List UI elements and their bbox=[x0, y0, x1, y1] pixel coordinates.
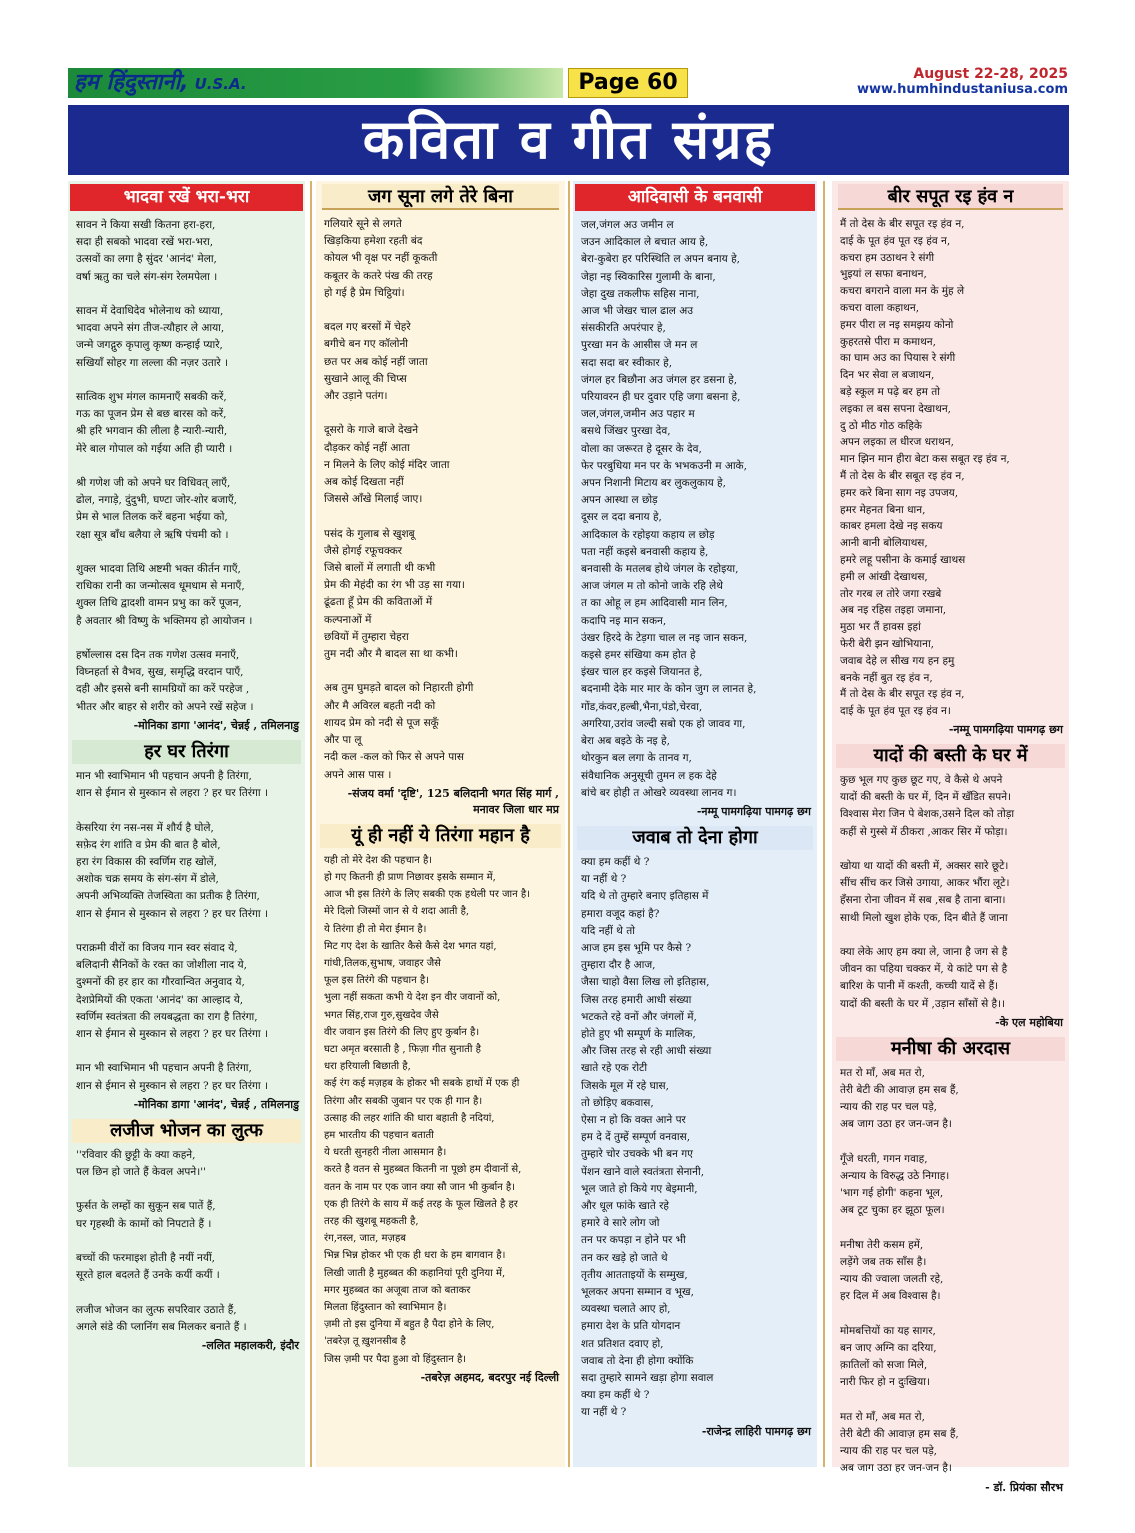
poem-author: -राजेन्द्र लाहिरी पामगढ़ छग bbox=[701, 1424, 811, 1438]
brand-strip bbox=[68, 68, 563, 98]
website-link[interactable]: www.humhindustaniusa.com bbox=[856, 82, 1068, 97]
poem-text: मान भी स्वाभिमान भी पहचान अपनी है तिरंगा, शान से ईमान से मुस्कान से लहरा ? हर घर तिरंगा । केसरिया रंग नस-नस में शौर्य है घोले, सफ़ेद रंग शांति व प्रेम की बात है बोले, हरा रंग विकास की स्वर्णिम राह खोलें, अशोक चक्र समय के संग-संग में डोले, अपनी अभिव्यक्ति तेजस्विता का प्रतीक है तिरंगा, शान से ईमान से मुस्कान से लहरा ? हर घर तिरंगा । पराक्रमी वीरों का विजय गान स्वर संवाद ये, बलिदानी सैनिकों के रक्त का जोशीला नाद ये, दुश्मनों की हर हार का गौरवान्वित अनुवाद ये, देशप्रेमियों की एकता 'आनंद' का आल्हाद ये, स्वर्णिम स्वतंत्रता की लयबद्धता का राग है तिरंगा, शान से ईमान से मुस्कान से लहरा ? हर घर तिरंगा । मान भी स्वाभिमान भी पहचान अपनी है तिरंगा, शान से ईमान से मुस्कान से लहरा ? हर घर तिरंगा । bbox=[76, 769, 268, 1092]
column-1 bbox=[68, 181, 305, 1467]
poem-author: -नम्मू पामगढ़िया पामगढ़ छग bbox=[948, 722, 1063, 736]
poem-text: मैं तो देस के बीर सपूत रइ हंव न, दाई के पूत हंव पूत रइ हंव न, कचरा हम उठाथन रे संगी भुइयां ल सफा बनाथन, कचरा बगराने वाला मन के मुंह ले कचरा वाला कहाथन, हमर पीरा ल नइ समझय कोनो कुहरतसे पीरा म कमाथन, का घाम अउ का पियास रे संगी दिन भर सेवा ल बजाथन, बड़े स्कूल म पढ़े बर हम तो लइका ल बस सपना देखाथन, दु ठो मीठ गोठ कहिके अपन लइका ल धीरज धराथन, मान झिन मान हीरा बेटा कस सबूत रइ हंव न, मैं तो देस के बीर सबूत रइ हंव न, हमर करे बिना साग नइ उपजय, हमर मेहनत बिना धान, काबर हमला देखे नइ सकय आनी बानी बोलियाथस, हमरे लहू पसीना के कमाई खाथस हमी ल आंखी देखाथस, तोर गरब ल तोरे जगा रखबे अब नइ रहिस तइहा जमाना, मुठा भर तैं हावस इहां फेरी बेरी झन खोभियाना, जवाब देहे ल सीख गय हन हमु बनके नहीं बुत रइ हंव न, मैं तो देस के बीर सपूत रइ हंव न, दाई के पूत हंव पूत रइ हंव न। bbox=[840, 218, 1010, 718]
poem-author: -मोनिका डागा 'आनंद', चेन्नई , तमिलनाडु bbox=[133, 1097, 299, 1111]
poem-text: यही तो मेरे देश की पहचान है। हो गए कितनी ही प्राण निछावर इसके सम्मान में, आज भी इस तिरंगे के लिए सबकी एक हथेली पर जान है। मेरे दिलो जिस्मों जान से ये शदा आती है, ये तिरंगा ही तो मेरा ईमान है। मिट गए देश के खातिर कैसे कैसे देश भगत यहां, गांधी,तिलक,सुभाष, जवाहर जैसे फूल इस तिरंगे की पहचान है। भुला नहीं सकता कभी ये देश इन वीर जवानों को, भगत सिंह,राज गुरु,सुखदेव जैसे वीर जवान इस तिरंगे की लिए हुए कुर्बान है। घटा अमृत बरसाती है , फिज़ा गीत सुनाती है धरा हरियाली बिछाती है, कई रंग कई मज़हब के होकर भी सबके हाथों में एक ही तिरंगा और सबकी जुबान पर एक ही गान है। उत्साह की लहर शांति की धारा बहाती है नदियां, हम भारतीय की पहचान बताती ये धरती सुनहरी नीला आसमान है। करते है वतन से मुहब्बत कितनी ना पूछो हम दीवानों से, वतन के नाम पर एक जान क्या सौ जान भी कुर्बान है। एक ही तिरंगे के साय में कई तरह के फूल खिलते है हर तरह की खुशबू महकती है, रंग,नस्ल, जात, मज़हब भिन्न भिन्न होकर भी एक ही धरा के हम बागवान है। लिखी जाती है मुहब्बत की कहानियां पूरी दुनिया में, मगर मुहब्बत का अजूबा ताज को बताकर मिलता हिंदुस्तान को स्वाभिमान है। ज़मी तो इस दुनिया में बहुत है पैदा होने के लिए, 'तबरेज़ तू ख़ुशनसीब है जिस ज़मी पर पैदा हुआ वो हिंदुस्तान है। bbox=[324, 854, 530, 1365]
poem-author: -के एल महोबिया bbox=[995, 1015, 1063, 1029]
poem-author: -संजय वर्मा 'दृष्टि', 125 बलिदानी भगत सिंह मार्ग , मनावर जिला धार मप्र bbox=[347, 786, 559, 816]
poem-title: हर घर तिरंगा bbox=[72, 740, 301, 764]
column-2 bbox=[316, 181, 565, 1467]
poem-title: यादों की बस्ती के घर में bbox=[836, 744, 1065, 768]
poem-title: जवाब तो देना होगा bbox=[577, 826, 813, 850]
page-number: Page 60 bbox=[568, 68, 688, 98]
poem-text: कुछ भूल गए कुछ छूट गए, वे कैसे थे अपने यादों की बस्ती के घर में, दिन में खँडित सपने। विश्वास मेरा जिन पे बेशक,उसने दिल को तोड़ा कहीं से गुस्से में ठीकरा ,आकर सिर में फोड़ा। खोया था यादों की बस्ती में, अक्सर सारे छूटे। सींच सींच कर जिसे उगाया, आकर भौंरा लूटे। हँसना रोना जीवन में सब ,सब है ताना बाना। साथी मिलो खुश होके एक, दिन बीते हैं जाना क्या लेके आए हम क्या ले, जाना है जग से है जीवन का पहिया चक्कर में, ये कांटे पग से है बारिश के पानी में कश्ती, कच्ची यादें से हैं। यादों की बस्ती के घर में ,उड़ान साँसों से है।। bbox=[840, 773, 1015, 1010]
brand-name: हम हिंदुस्तानी, bbox=[74, 70, 189, 95]
poem-author: -मोनिका डागा 'आनंद', चेन्नई , तमिलनाडु bbox=[133, 718, 299, 732]
poem-text: गलियारे सूने से लगते खिड़किया हमेशा रहती बंद कोयल भी वृक्ष पर नहीं कूकती कबूतर के कतरे पंख की तरह हो गई है प्रेम चिट्ठियां। बदल गए बरसों में चेहरे बगीचे बन गए कॉलोनी छत पर अब कोई नहीं जाता सुखाने आलू की चिप्स और उड़ाने पतंग। दूसरो के गाजे बाजे देखने दौड़कर कोई नहीं आता न मिलने के लिए कोई मंदिर जाता अब कोई दिखता नहीं जिससे आँखे मिलाई जाए। पसंद के गुलाब से खुशबू जैसे होगई रफूचक्कर जिसे बालों में लगाती थी कभी प्रेम की मेहंदी का रंग भी उड़ सा गया। ढूंढता हूँ प्रेम की कविताओं में कल्पनाओं में छवियों में तुम्हारा चेहरा तुम नदी और मै बादल सा था कभी। अब तुम घुमड़ते बादल को निहारती होगी और मै अविरल बहती नदी को शायद प्रेम को नदी से पूज सकूँ और पा लू नदी कल -कल को फिर से अपने पास अपने आस पास । bbox=[324, 218, 474, 781]
dateline bbox=[857, 66, 1068, 98]
section-banner: कविता व गीत संग्रह bbox=[68, 105, 1069, 175]
poem-text: सावन ने किया सखी कितना हरा-हरा, सदा ही सबको भादवा रखें भरा-भरा, उत्सवों का लगा है सुंदर 'आनंद' मेला, वर्षा ऋतु का चले संग-संग रेलमपेला । सावन में देवाधिदेव भोलेनाथ को ध्याया, भादवा अपने संग तीज-त्यौहार ले आया, जन्मे जगद्गुरु कृपालु कृष्ण कन्हाई प्यारे, सखियाँ सोहर गा लल्ला की नज़र उतारे । सात्विक शुभ मंगल कामनाएँ सबकी करें, गऊ का पूजन प्रेम से बछ बारस को करें, श्री हरि भगवान की लीला है न्यारी-न्यारी, मेरे बाल गोपाल को गईया अति ही प्यारी । श्री गणेश जी को अपने घर विधिवत् लाएँ, ढोल, नगाड़े, दुंदुभी, घण्टा जोर-शोर बजाएँ, प्रेम से भाल तिलक करें बहना भईया को, रक्षा सूत्र बाँध बलैया ले ऋषि पंचमी को । शुक्ल भादवा तिथि अष्टमी भक्त कीर्तन गाएँ, राधिका रानी का जन्मोत्सव धूमधाम से मनाएँ, शुक्ल तिथि द्वादशी वामन प्रभु का करें पूजन, है अवतार श्री विष्णु के भक्तिमय हो आयोजन । हर्षोल्लास दस दिन तक गणेश उत्सव मनाएँ, विघ्नहर्ता से वैभव, सुख, समृद्धि वरदान पाएँ, दही और इससे बनी सामग्रियों का करें परहेज , भीतर और बाहर से शरीर को अपने रखें सहेज । bbox=[76, 219, 254, 713]
poem-author: -ललित महालकरी, इंदौर bbox=[201, 1338, 299, 1352]
poem-text: ''रविवार की छुट्टी के क्या कहने, पल छिन हो जाते हैं केवल अपने।'' फुर्सत के लम्हों का सुकून सब पातें हैं, घर गृहस्थी के कामों को निपटाते हैं । बच्चों की फरमाइश होती है नयीं नयीं, सूरते हाल बदलते हैं उनके कयीं कयीं । लजीज भोजन का लुत्फ सपरिवार उठाते हैं, अगले संडे की प्लानिंग सब मिलकर बनाते हैं । bbox=[76, 1148, 247, 1333]
column-3 bbox=[573, 181, 817, 1467]
poem-title: लजीज भोजन का लुत्फ bbox=[72, 1119, 301, 1143]
poem-title: बीर सपूत रइ हंव न bbox=[838, 184, 1063, 210]
masthead bbox=[68, 68, 1068, 98]
poem-title: भादवा रखें भरा-भरा bbox=[70, 184, 303, 211]
poem-text: क्या हम कहीं थे ? या नहीं थे ? यदि थे तो तुम्हारे बनाए इतिहास में हमारा वजूद कहां है? यदि नहीं थे तो आज हम इस भूमि पर कैसे ? तुम्हारा दौर है आज, जैसा चाहो वैसा लिख लो इतिहास, जिस तरह हमारी आधी संख्या भटकते रहे वनों और जंगलों में, होते हुए भी सम्पूर्ण के मालिक, और जिस तरह से रही आधी संख्या खाते रहे एक रोटी जिसके मूल में रहे घास, तो छोड़िए बकवास, ऐसा न हो कि वक्त आने पर हम दे दें तुम्हें सम्पूर्ण वनवास, तुम्हारे चोर उचक्के भी बन गए पेंशन खाने वाले स्वतंत्रता सेनानी, भूल जाते हो किये गए बेइमानी, और धूल फांके खाते रहे हमारे वे सारे लोग जो तन पर कपड़ा न होने पर भी तन कर खड़े हो जाते थे तृतीय आतताइयों के सम्मुख, भूलकर अपना सम्मान व भूख, व्यवस्था चलाते आए हो, हमारा देश के प्रति योगदान शत प्रतिशत दवाए हो, जवाब तो देना ही होगा क्योंकि सदा तुम्हारे सामने खड़ा होगा सवाल क्या हम कहीं थे ? या नहीं थे ? bbox=[581, 855, 714, 1419]
poem-author: -नम्मू पामगढ़िया पामगढ़ छग bbox=[696, 804, 811, 818]
poem-title: यूं ही नहीं ये तिरंगा महान है bbox=[320, 824, 561, 848]
poem-author: -तबरेज़ अहमद, बदरपुर नई दिल्ली bbox=[420, 1370, 559, 1384]
issue-date: August 22-28, 2025 bbox=[913, 66, 1068, 82]
poem-title: जग सूना लगे तेरे बिना bbox=[322, 184, 559, 210]
brand-suffix: U.S.A. bbox=[194, 75, 247, 93]
poem-author: - डॉ. प्रियंका सौरभ bbox=[985, 1480, 1063, 1494]
poem-title: मनीषा की अरदास bbox=[836, 1037, 1065, 1061]
column-divider bbox=[823, 181, 825, 1467]
poem-text: जल,जंगल अउ जमीन ल जउन आदिकाल ले बचात आय हे, बेरा-कुबेरा हर परिस्थिति ल अपन बनाय हे, जेहा नइ स्विकारिस गुलामी के बाना, जेहा दुख तकलीफ सहिस नाना, आज भी जेखर चाल ढाल अउ संसकीरति अपरंपार हे, पुरखा मन के आसीस जे मन ल सदा सदा बर स्वीकार हे, जंगल हर बिछौना अउ जंगल हर डसना हे, परियावरन ही घर दुवार एहि जगा बसना हे, जल,जंगल,जमीन अउ पहार म बसथे जिंखर पुरखा देव, वोला का जरूरत हे दूसर के देव, फेर परबुधिया मन पर के भभकउनी म आके, अपन निशानी मिटाय बर लुकलुकाय हे, अपन आस्था ल छोड़ दूसर ल ददा बनाय हे, आदिकाल के रहोइया कहाय ल छोड़ पता नहीं कइसे बनवासी कहाय हे, बनवासी के मतलब होथे जंगल के रहोइया, आज जंगल म तो कोनो जाके रहि लेथे त का ओहू ल हम आदिवासी मान लिन, कदापि नइ मान सकन, उंखर हिरदे के टेड़गा चाल ल नइ जान सकन, कइसे हमर संखिया कम होत हे इंखर चाल हर कइसे जियानत हे, बदनामी देके मार मार के कोन जुग ल लानत हे, गोंड,कंवर,हल्बी,भैना,पंडो,चेरवा, अगरिया,उरांव जल्दी सबो एक हो जावव गा, बेरा अब बइठे के नइ हे, थोरकुन बल लगा के तानव ग, संवैधानिक अनुसूची तुमन ल हक देहे बांचे बर होही त ओखरे व्यवस्था लानव ग। bbox=[581, 219, 757, 799]
poem-title: आदिवासी के बनवासी bbox=[575, 184, 815, 211]
column-divider bbox=[568, 181, 570, 1467]
column-4 bbox=[832, 181, 1069, 1494]
column-divider bbox=[310, 181, 312, 1467]
poem-text: मत रो माँ, अब मत रो, तेरी बेटी की आवाज़ हम सब हैं, न्याय की राह पर चल पड़े, अब जाग उठा हर जन-जन है। गूँजे धरती, गगन गवाह, अन्याय के विरुद्ध उठे निगाह। 'भाग गई होगी' कहना भूल, अब टूट चुका हर झूठा फूल। मनीषा तेरी कसम हमें, लड़ेंगे जब तक साँस है। न्याय की ज्वाला जलती रहे, हर दिल में अब विश्वास है। मोमबत्तियों का यह सागर, बन जाए अग्नि का दरिया, क़ातिलों को सजा मिले, नारी फिर हो न दुःखिया। मत रो माँ, अब मत रो, तेरी बेटी की आवाज़ हम सब हैं, न्याय की राह पर चल पड़े, अब जाग उठा हर जन-जन है। bbox=[840, 1066, 959, 1475]
